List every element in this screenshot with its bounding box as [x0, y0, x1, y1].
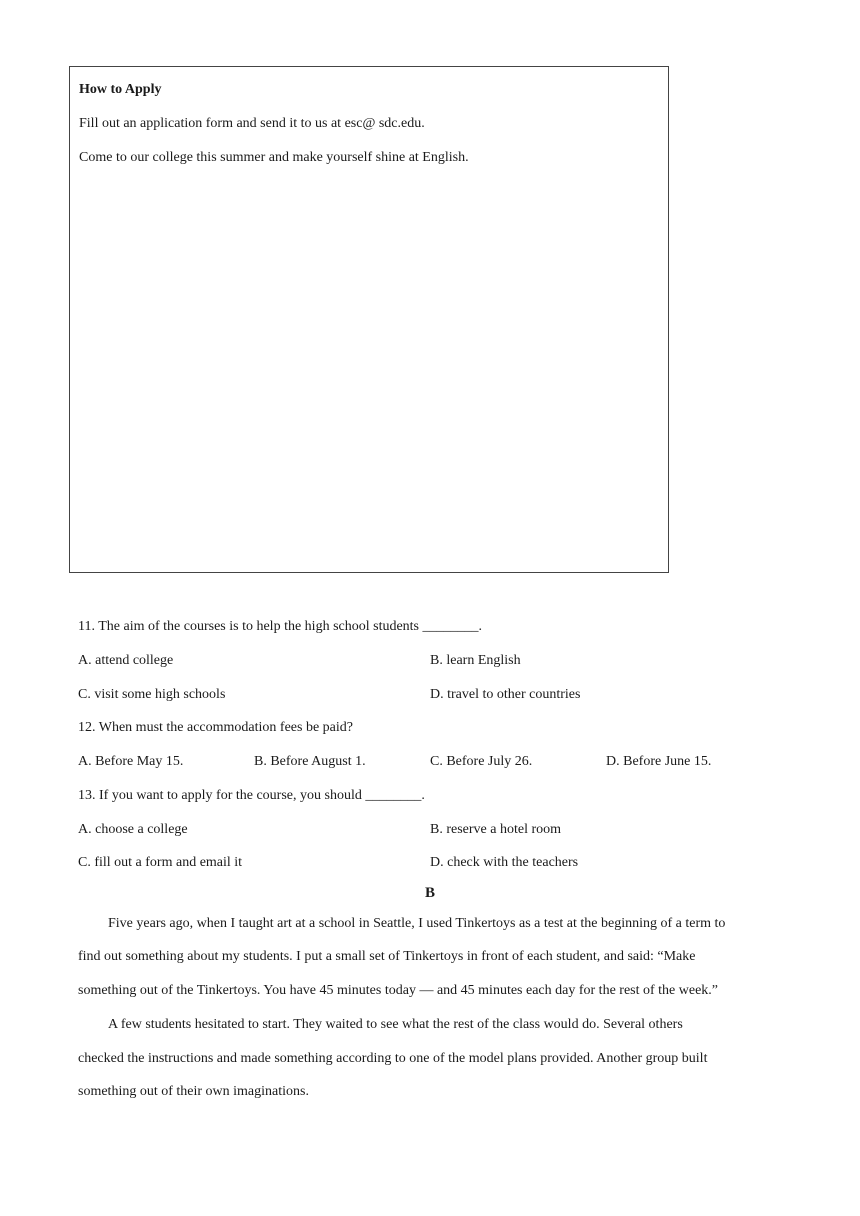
question-11-option-a: A. attend college [78, 653, 174, 668]
box-line-apply: Fill out an application form and send it to us at esc@ sdc.edu. [79, 116, 425, 131]
passage-line-1: Five years ago, when I taught art at a school in Seattle, I used Tinkertoys as a test at the beginning of a term to [108, 916, 726, 931]
question-13-stem: 13. If you want to apply for the course, you should ________. [78, 788, 425, 803]
question-12-option-d: D. Before June 15. [606, 754, 712, 769]
passage-line-2: find out something about my students. I put a small set of Tinkertoys in front of each student, and said: “Make [78, 949, 696, 964]
question-13-option-c: C. fill out a form and email it [78, 855, 243, 870]
passage-line-3: something out of the Tinkertoys. You have 45 minutes today — and 45 minutes each day for the rest of the week.” [78, 983, 719, 998]
question-11-option-d: D. travel to other countries [430, 687, 581, 702]
section-title: B [424, 885, 435, 901]
question-12-option-b: B. Before August 1. [254, 754, 366, 769]
question-13-option-d: D. check with the teachers [430, 855, 579, 870]
passage-line-4: A few students hesitated to start. They waited to see what the rest of the class would do. Several others [108, 1017, 683, 1032]
box-heading: How to Apply [79, 82, 162, 97]
question-13-option-b: B. reserve a hotel room [430, 822, 562, 837]
question-13-option-a: A. choose a college [78, 822, 188, 837]
question-11-stem: 11. The aim of the courses is to help the high school students ________. [78, 619, 483, 634]
box-line-invite: Come to our college this summer and make yourself shine at English. [79, 150, 469, 165]
how-to-apply-box [69, 66, 669, 573]
question-12-stem: 12. When must the accommodation fees be paid? [78, 720, 353, 735]
question-11-option-c: C. visit some high schools [78, 687, 226, 702]
question-11-option-b: B. learn English [430, 653, 521, 668]
passage-line-5: checked the instructions and made something according to one of the model plans provided. Another group built [78, 1051, 708, 1066]
passage-line-6: something out of their own imaginations. [78, 1084, 309, 1099]
question-12-option-c: C. Before July 26. [430, 754, 533, 769]
question-12-option-a: A. Before May 15. [78, 754, 184, 769]
